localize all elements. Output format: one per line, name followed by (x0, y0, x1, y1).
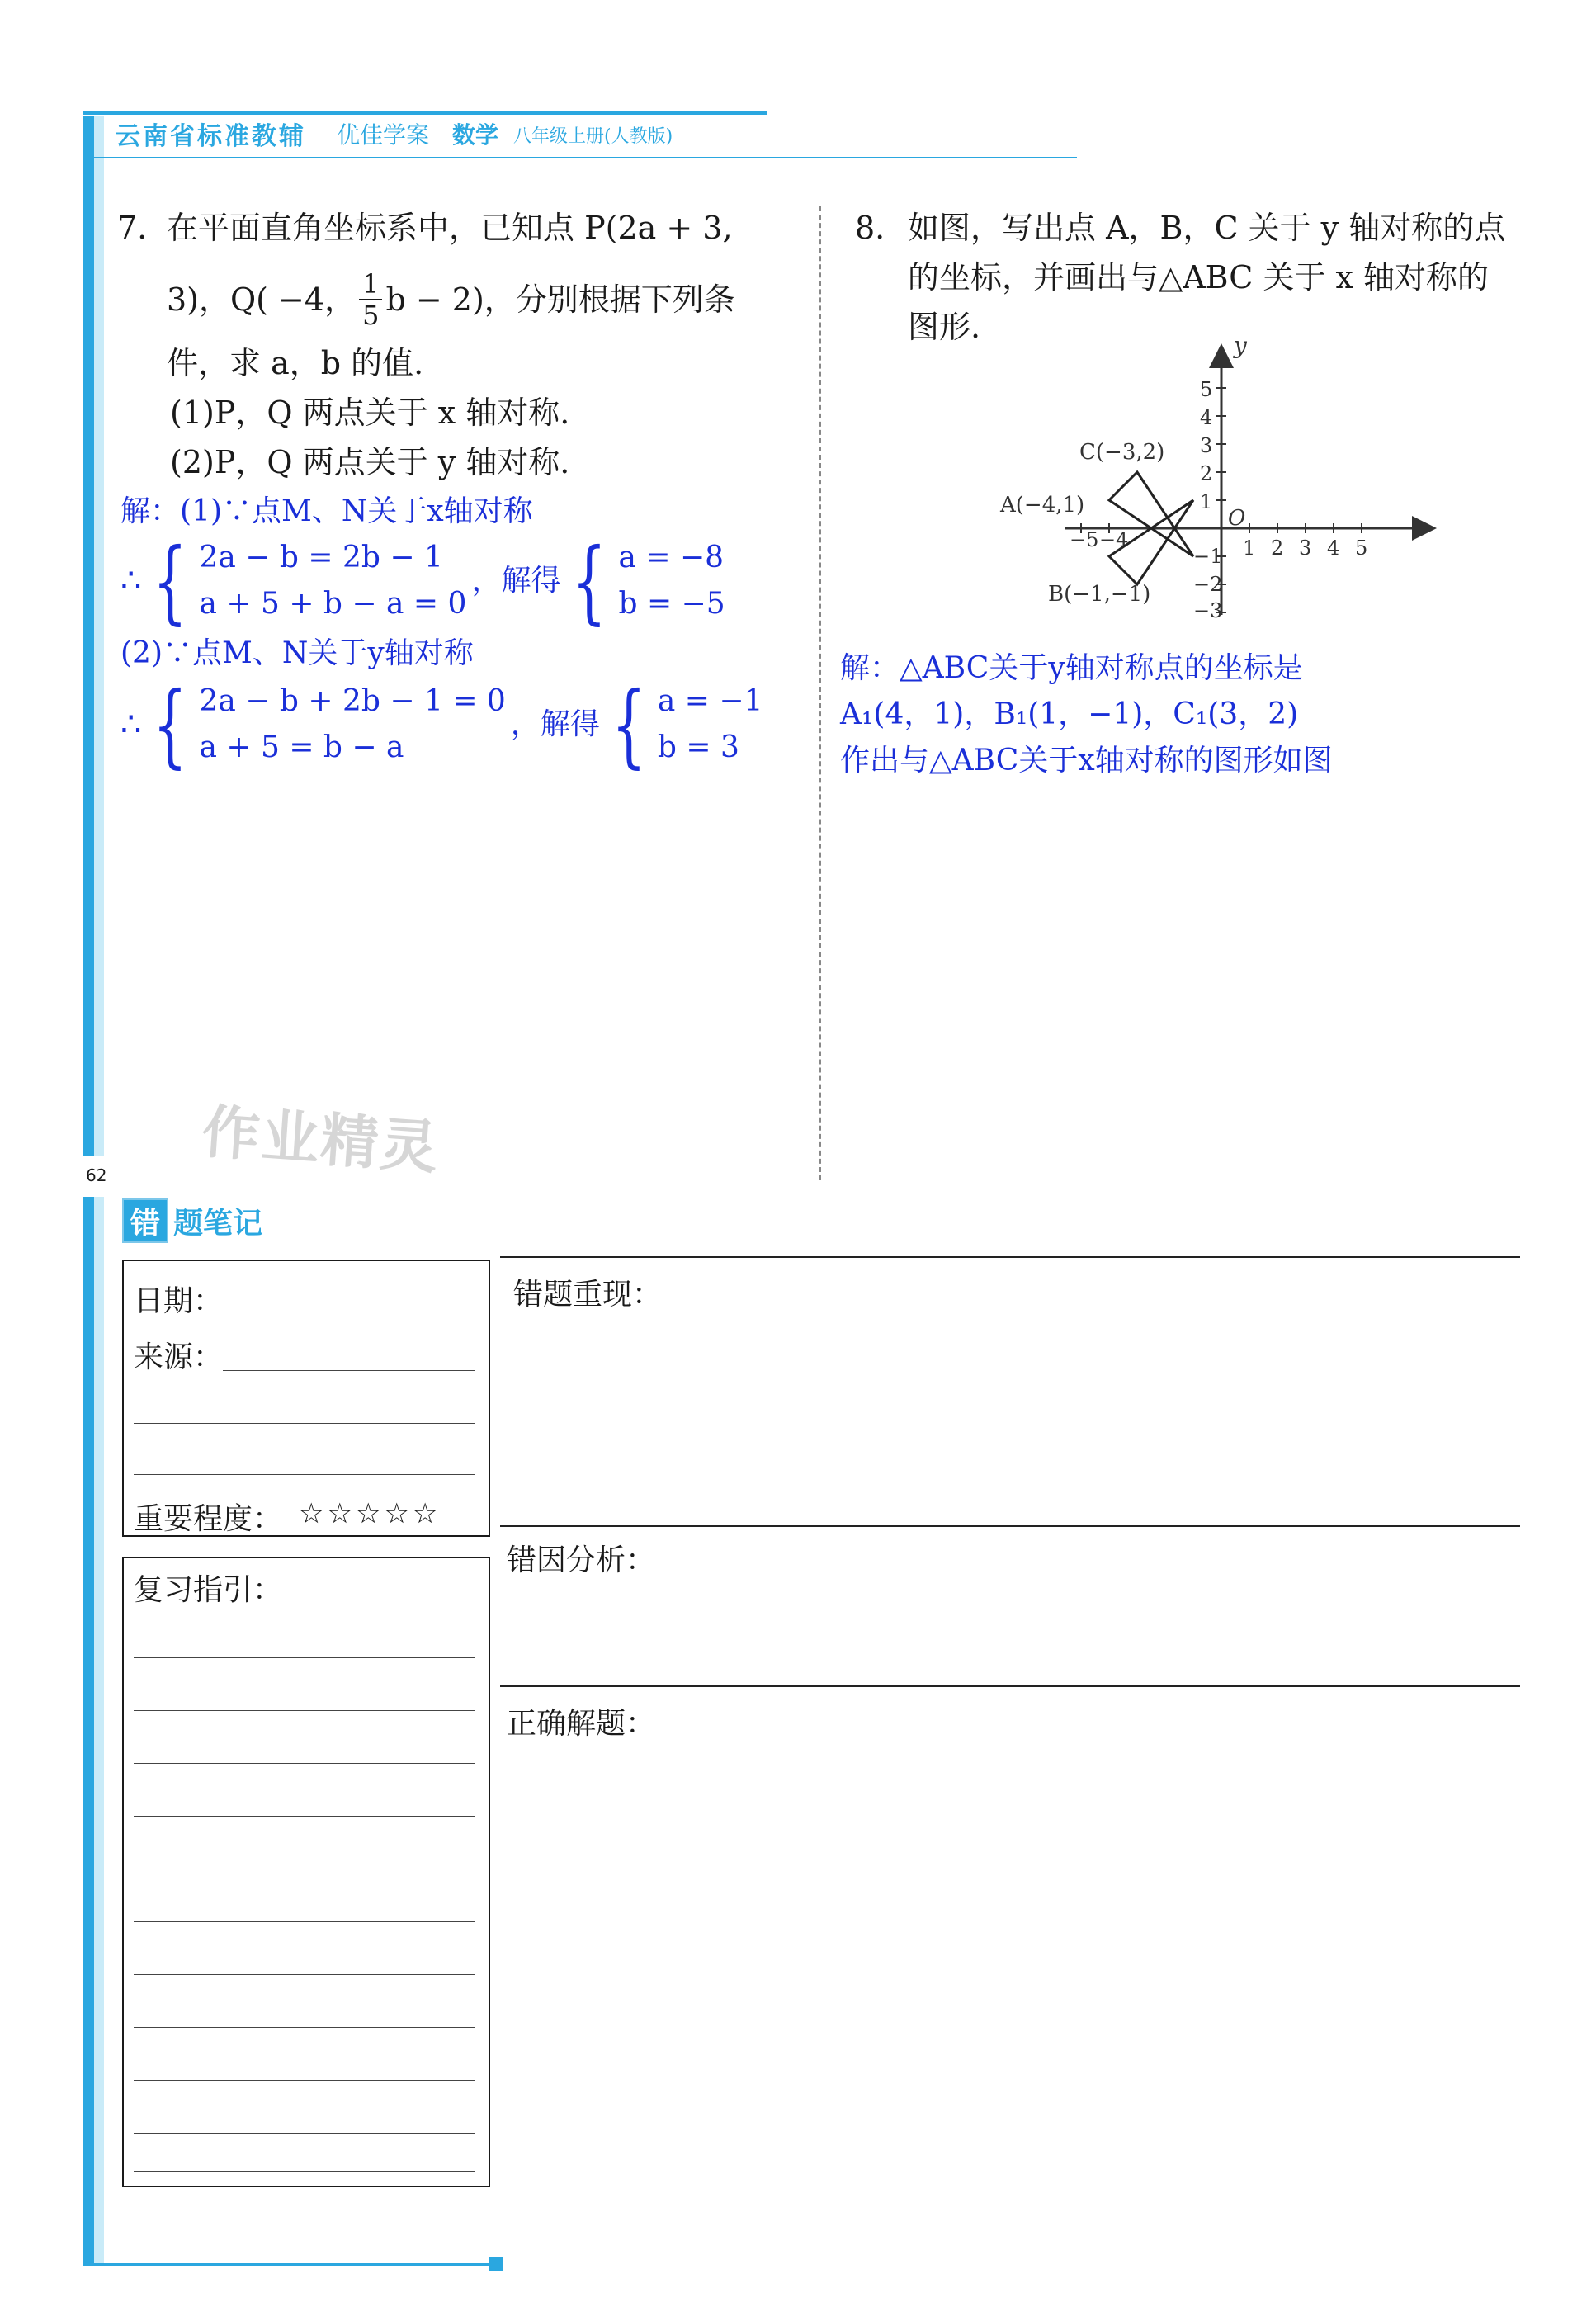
source-label[interactable]: 来源： (134, 1340, 224, 1374)
review-line[interactable] (134, 2080, 475, 2081)
q7-fraction (359, 269, 382, 330)
label-c: C(−3,2) (1079, 440, 1165, 465)
review-line[interactable] (134, 1763, 475, 1764)
source-line[interactable] (223, 1370, 475, 1371)
result: b = −5 (618, 587, 725, 621)
tick-label: 4 (1200, 406, 1213, 429)
left-brace: { (153, 528, 188, 634)
grade-label: 八年级上册(人教版) (513, 126, 673, 147)
tick-label: 5 (1200, 378, 1213, 401)
review-line[interactable] (134, 1921, 475, 1922)
importance-label: 重要程度： (134, 1502, 283, 1536)
q7-line2 (167, 269, 735, 330)
fraction-numerator: 1 (359, 269, 382, 300)
equation: 2a − b = 2b − 1 (199, 541, 443, 574)
tick-label: 3 (1299, 536, 1312, 560)
review-line[interactable] (134, 1974, 475, 1975)
book-title: 优佳学案 (337, 121, 430, 149)
q7-sol2-system (120, 672, 763, 778)
equation-stack (199, 678, 505, 771)
tick-label: 5 (1355, 536, 1368, 560)
tick-label: −2 (1193, 573, 1223, 596)
header-underline (83, 111, 767, 115)
notes-top-rule (500, 1256, 1520, 1258)
tick-label: −4 (1099, 528, 1129, 551)
watermark: 作业精灵 (200, 1098, 442, 1182)
q8-sol-line2: A₁(4，1)，B₁(1，−1)，C₁(3，2) (840, 697, 1299, 731)
result: a = −1 (657, 684, 763, 718)
blank-line[interactable] (134, 1474, 475, 1475)
result-stack (658, 678, 763, 771)
notes-lower-rule (500, 1685, 1520, 1687)
q7-sol1-system (120, 528, 725, 634)
notes-margin-bar-inner (94, 1197, 104, 2266)
notes-icon: 错 (122, 1198, 168, 1243)
reappear-label[interactable]: 错题重现： (513, 1278, 663, 1312)
review-line[interactable] (134, 2133, 475, 2134)
tick-label: −5 (1070, 528, 1099, 551)
q7-line2-start: 3)，Q( −4， (167, 281, 357, 318)
tick-label: 2 (1271, 536, 1284, 560)
q7-sol2-head: (2)∵点M、N关于y轴对称 (120, 636, 474, 670)
result: b = 3 (657, 730, 739, 764)
tick-label: 2 (1200, 462, 1213, 485)
importance-stars[interactable]: ☆☆☆☆☆ (299, 1497, 441, 1530)
review-line[interactable] (134, 1710, 475, 1711)
equation-stack (199, 535, 466, 627)
q8-sol-line3: 作出与△ABC关于x轴对称的图形如图 (840, 744, 1333, 778)
left-brace: { (611, 672, 646, 778)
header-rule (83, 157, 1077, 158)
therefore-symbol: ∴ (120, 562, 142, 600)
label-b: B(−1,−1) (1048, 582, 1151, 607)
left-margin-bar-inner (94, 116, 104, 1156)
q7-line2-end: b − 2)，分别根据下列条 (385, 281, 735, 318)
result: a = −8 (618, 541, 725, 574)
tick-label: −3 (1193, 599, 1223, 619)
bottom-marker (489, 2257, 503, 2271)
q8-number: 8. (855, 210, 885, 246)
review-label: 复习指引： (134, 1573, 283, 1607)
label-a: A(−4,1) (1000, 493, 1085, 518)
tick-label: 3 (1200, 434, 1213, 457)
fraction-denominator: 5 (362, 300, 380, 331)
review-box (122, 1557, 490, 2187)
tick-label: 4 (1327, 536, 1340, 560)
notes-title: 题笔记 (173, 1206, 263, 1241)
coordinate-figure (999, 338, 1444, 619)
column-divider (819, 206, 821, 1180)
review-line[interactable] (134, 1657, 475, 1658)
solve-word: ，解得 (510, 707, 600, 741)
therefore-symbol: ∴ (120, 706, 142, 744)
tick-label: 1 (1200, 490, 1213, 513)
q8-sol-line1: 解：△ABC关于y轴对称点的坐标是 (840, 651, 1303, 685)
q7-number: 7. (117, 210, 148, 246)
review-line[interactable] (134, 2027, 475, 2028)
q7-part2: (2)P，Q 两点关于 y 轴对称. (170, 444, 570, 480)
q8-line2: 的坐标，并画出与△ABC 关于 x 轴对称的 (908, 259, 1490, 295)
bottom-rule (83, 2263, 495, 2266)
q7-line1: 在平面直角坐标系中，已知点 P(2a + 3, (167, 210, 733, 246)
equation: a + 5 = b − a (199, 730, 404, 764)
y-axis-label: y (1234, 338, 1247, 359)
q7-part1: (1)P，Q 两点关于 x 轴对称. (170, 395, 570, 431)
series-title: 云南省标准教辅 (116, 122, 306, 151)
review-line[interactable] (134, 1816, 475, 1817)
correct-label[interactable]: 正确解题： (507, 1707, 656, 1741)
q8-line3: 图形. (908, 309, 981, 345)
tick-label: 1 (1243, 536, 1256, 560)
q8-line1: 如图，写出点 A，B，C 关于 y 轴对称的点 (908, 210, 1506, 246)
solve-word: ，解得 (471, 564, 561, 598)
notes-mid-rule (500, 1525, 1520, 1527)
result-stack (618, 535, 725, 627)
review-line[interactable] (134, 2171, 475, 2172)
equation: 2a − b + 2b − 1 = 0 (199, 684, 506, 718)
date-label[interactable]: 日期： (134, 1284, 224, 1318)
cause-label[interactable]: 错因分析： (507, 1543, 656, 1577)
left-brace: { (572, 528, 607, 634)
q7-line3: 件，求 a，b 的值. (167, 345, 424, 381)
equation: a + 5 + b − a = 0 (199, 587, 467, 621)
notes-heading (122, 1198, 262, 1243)
left-brace: { (153, 672, 188, 778)
origin-label: O (1228, 506, 1246, 531)
tick-label: −1 (1193, 545, 1223, 568)
q7-sol1-head: 解：(1)∵点M、N关于x轴对称 (120, 494, 533, 528)
blank-line[interactable] (134, 1423, 475, 1424)
subject-label: 数学 (452, 121, 499, 149)
page-number: 62 (86, 1165, 107, 1185)
